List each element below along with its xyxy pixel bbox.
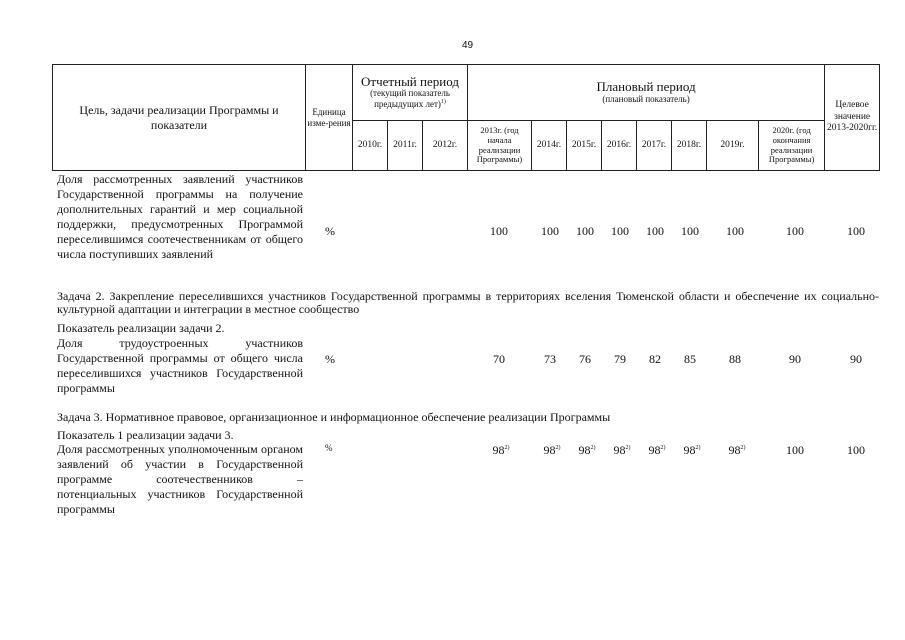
value-2020: 100 xyxy=(786,443,804,457)
value-2019: 98$^{2)}$ xyxy=(728,443,746,457)
value-2017: 98$^{2)}$ xyxy=(648,443,666,457)
value-target: 100 xyxy=(847,443,865,457)
header-year: 2017г. xyxy=(637,121,672,171)
header-planned-period: Плановый период (плановый показатель) xyxy=(468,65,825,121)
header-year: 2010г. xyxy=(353,121,388,171)
header-year: 2016г. xyxy=(602,121,637,171)
value-2020: 90 xyxy=(789,352,801,366)
header-year: 2014г. xyxy=(532,121,567,171)
value-2014: 73 xyxy=(544,352,556,366)
indicator-text: Доля рассмотренных уполномоченным органом заявлений об участии в Государственной программе соотечественников – потенциальных участников Государственной программы xyxy=(57,442,303,516)
indicator-text: Доля рассмотренных заявлений участников Государственной программы на получение дополнительных гарантий и мер социальной поддержки, предусмотренных Программой переселившимся соотечественникам от общего числа поступивших заявлений xyxy=(57,172,303,261)
value-2015: 76 xyxy=(579,352,591,366)
header-year: 2013г. (год начала реализации Программы) xyxy=(468,121,532,171)
value-2017: 100 xyxy=(646,224,664,238)
indicator-text: Доля трудоустроенных участников Государственной программы от общего числа переселившихся участников Государственной программы xyxy=(57,336,303,395)
value-2013: 100 xyxy=(490,224,508,238)
value-2017: 82 xyxy=(649,352,661,366)
value-2019: 100 xyxy=(726,224,744,238)
header-year: 2012г. xyxy=(423,121,468,171)
value-2016: 98$^{2)}$ xyxy=(613,443,631,457)
header-year: 2019г. xyxy=(707,121,759,171)
value-2016: 100 xyxy=(611,224,629,238)
value-2016: 79 xyxy=(614,352,626,366)
header-year: 2018г. xyxy=(672,121,707,171)
header-goal-column: Цель, задачи реализации Программы и показатели xyxy=(53,65,306,171)
unit-cell: % xyxy=(325,224,335,238)
page-number: 49 xyxy=(462,40,474,51)
task-3-text: Задача 3. Нормативное правовое, организационное и информационное обеспечение реализации Программы xyxy=(57,410,611,424)
value-2013: 98$^{2)}$ xyxy=(492,443,510,457)
value-2018: 100 xyxy=(681,224,699,238)
task-3-indicator-label: Показатель 1 реализации задачи 3. xyxy=(57,428,234,442)
value-target: 90 xyxy=(850,352,862,366)
header-target-column: Целевое значение 2013-2020гг. xyxy=(825,65,880,171)
unit-cell: % xyxy=(325,443,333,453)
task-2-text: Задача 2. Закрепление переселившихся участников Государственной программы в территориях вселения Тюменской области и обеспечение их социально-культурной адаптации и интеграции в местное сообщество xyxy=(57,289,879,316)
task-2-indicator-label: Показатель реализации задачи 2. xyxy=(57,321,225,335)
value-2020: 100 xyxy=(786,224,804,238)
header-table xyxy=(52,64,880,171)
value-2018: 85 xyxy=(684,352,696,366)
value-2014: 100 xyxy=(541,224,559,238)
header-year: 2020г. (год окончания реализации Программы) xyxy=(759,121,825,171)
value-2013: 70 xyxy=(493,352,505,366)
header-year: 2011г. xyxy=(388,121,423,171)
header-unit-column: Единица изме-рения xyxy=(306,65,353,171)
header-reporting-period: Отчетный период (текущий показатель предыдущих лет)$^{1)}$ xyxy=(353,65,468,121)
value-2015: 98$^{2)}$ xyxy=(578,443,596,457)
value-2015: 100 xyxy=(576,224,594,238)
unit-cell: % xyxy=(325,352,335,366)
value-2018: 98$^{2)}$ xyxy=(683,443,701,457)
header-year: 2015г. xyxy=(567,121,602,171)
value-target: 100 xyxy=(847,224,865,238)
value-2019: 88 xyxy=(729,352,741,366)
value-2014: 98$^{2)}$ xyxy=(543,443,561,457)
